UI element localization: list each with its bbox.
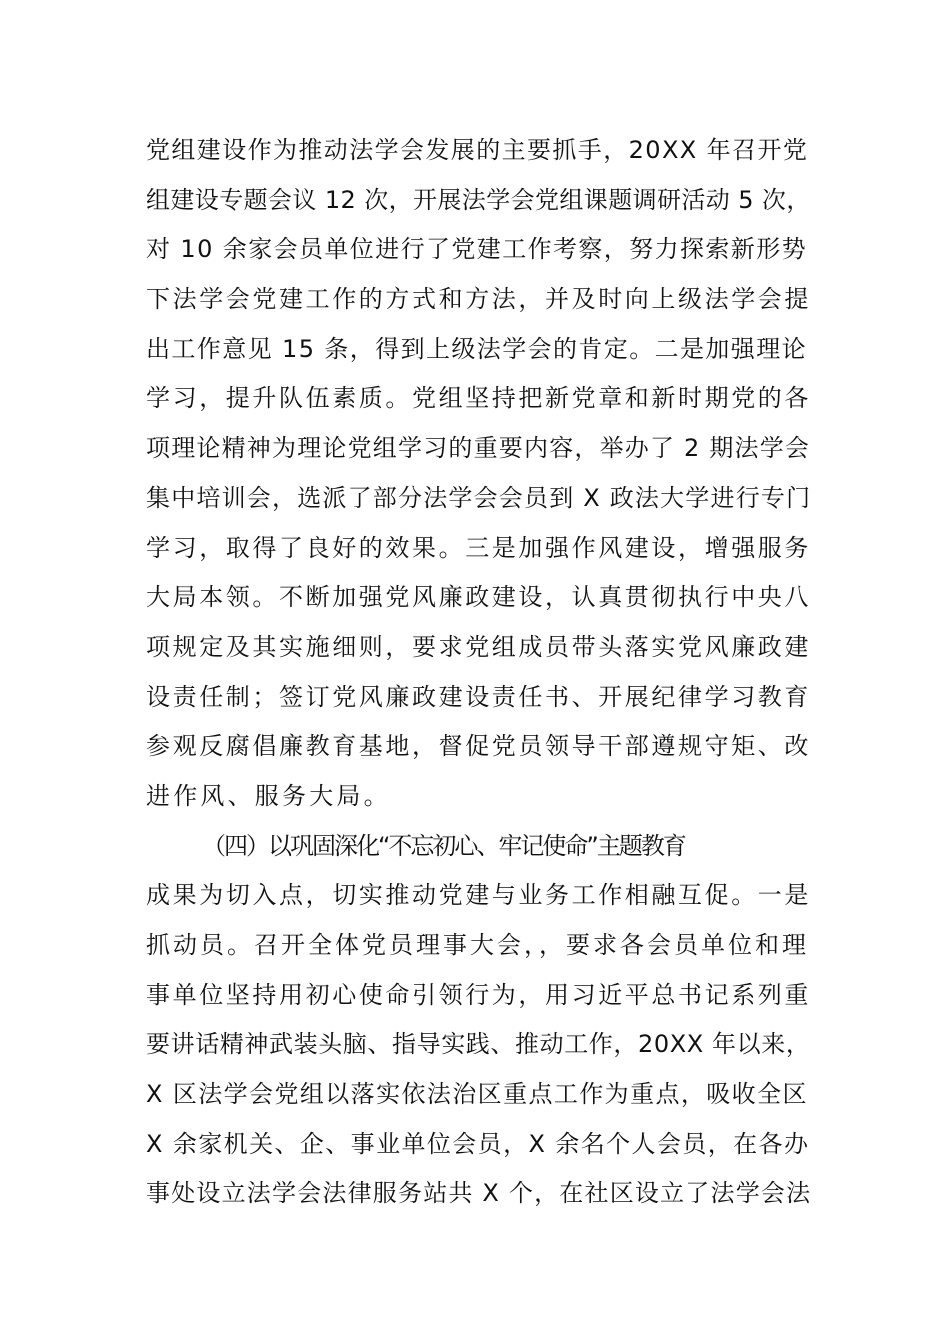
text-line-9: 学习，取得了良好的效果。三是加强作风建设，增强服务: [146, 533, 811, 562]
text-line-21: X 余家机关、企、事业单位会员，X 余名个人会员，在各办: [146, 1129, 810, 1158]
text-line-8: 集中培训会，选派了部分法学会会员到 X 政法大学进行专门: [146, 483, 812, 512]
text-line-14: 进作风、服务大局。: [146, 781, 391, 810]
text-line-2: 组建设专题会议 12 次，开展法学会党组课题调研活动 5 次，: [146, 185, 811, 214]
text-line-20: X 区法学会党组以落实依法治区重点工作为重点，吸收全区: [146, 1080, 808, 1109]
text-line-11: 项规定及其实施细则，要求党组成员带头落实党风廉政建: [146, 632, 811, 661]
text-line-6: 学习，提升队伍素质。党组坚持把新党章和新时期党的各: [146, 384, 811, 413]
text-line-18: 事单位坚持用初心使命引领行为，用习近平总书记系列重: [146, 980, 811, 1009]
text-line-16: 成果为切入点，切实推动党建与业务工作相融互促。一是: [146, 881, 811, 910]
text-line-4: 下法学会党建工作的方式和方法，并及时向上级法学会提: [146, 285, 811, 314]
text-line-13: 参观反腐倡廉教育基地，督促党员领导干部遵规守矩、改: [146, 732, 811, 761]
text-line-12: 设责任制；签订党风廉政建设责任书、开展纪律学习教育: [146, 682, 811, 711]
text-line-7: 项理论精神为理论党组学习的重要内容，举办了 2 期法学会: [146, 434, 811, 463]
text-line-15: （四）以巩固深化“不忘初心、牢记使命”主题教育: [202, 831, 685, 860]
text-line-10: 大局本领。不断加强党风廉政建设，认真贯彻执行中央八: [146, 583, 811, 612]
text-line-1: 党组建设作为推动法学会发展的主要抓手，20XX 年召开党: [146, 136, 809, 164]
text-line-17: 抓动员。召开全体党员理事大会，，要求各会员单位和理: [146, 931, 809, 959]
text-line-19: 要讲话精神武装头脑、指导实践、推动工作，20XX 年以来，: [146, 1030, 811, 1059]
text-line-3: 对 10 余家会员单位进行了党建工作考察，努力探索新形势: [146, 235, 807, 264]
body-text: [146, 126, 811, 1219]
text-line-22: 事处设立法学会法律服务站共 X 个，在社区设立了法学会法: [146, 1179, 812, 1208]
text-line-5: 出工作意见 15 条，得到上级法学会的肯定。二是加强理论: [146, 334, 807, 363]
